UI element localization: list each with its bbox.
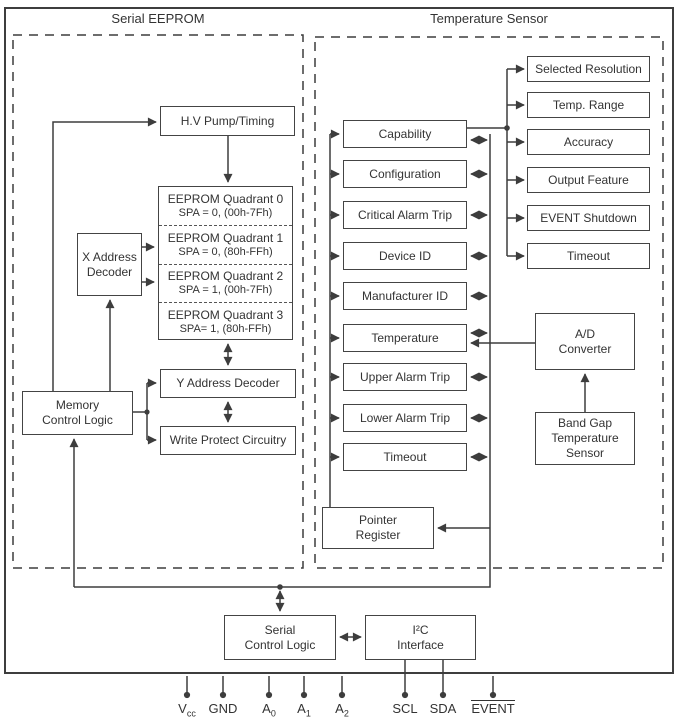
block-feature-accuracy: [527, 129, 650, 155]
block-feature-timeout: [527, 243, 650, 269]
pin-base: SCL: [392, 701, 418, 716]
block-eeprom-quadrants: [158, 186, 293, 340]
block-register-configuration: [343, 160, 467, 188]
quadrant-spa: SPA = 1, (00h-7Fh): [178, 284, 273, 297]
junction-dot: [277, 584, 283, 590]
block-register-lower-alarm-trip: [343, 404, 467, 432]
block-hv-pump-timing: [160, 106, 295, 136]
block-register-critical-alarm-trip: [343, 201, 467, 229]
pin-dot-a0: [266, 692, 272, 698]
block-register-manufacturer-id: [343, 282, 467, 310]
quadrant-name: EEPROM Quadrant 1: [167, 231, 284, 246]
pin-base: SDA: [429, 701, 457, 716]
temperature-sensor-title: Temperature Sensor: [430, 11, 548, 26]
block-ad-converter: [535, 313, 635, 370]
block-label-line1: I²C: [412, 622, 429, 637]
register-label: Temperature: [371, 330, 439, 345]
register-label: Timeout: [383, 449, 427, 464]
block-label-line2: Control Logic: [244, 637, 316, 652]
pin-base: V: [178, 701, 187, 716]
block-x-address-decoder: [77, 233, 142, 296]
block-feature-temp-range: [527, 92, 650, 118]
feature-label: Timeout: [567, 248, 610, 263]
pin-dot-a1: [301, 692, 307, 698]
block-feature-selected-resolution: [527, 56, 650, 82]
feature-label: Output Feature: [548, 172, 629, 187]
pin-base: A: [335, 701, 344, 716]
pin-sub: cc: [186, 708, 196, 719]
block-label-line2: Control Logic: [42, 413, 113, 427]
block-i2c-interface: [365, 615, 476, 660]
quadrant-spa: SPA = 0, (00h-7Fh): [178, 207, 273, 220]
pin-dot-gnd: [220, 692, 226, 698]
block-label-line2: Temperature: [551, 431, 619, 445]
block-write-protect-circuitry: [160, 426, 296, 455]
register-label: Upper Alarm Trip: [359, 369, 451, 384]
register-label: Manufacturer ID: [361, 288, 449, 303]
junction-dot: [504, 125, 510, 131]
block-label-line2: Interface: [397, 637, 444, 652]
pin-label-event: [458, 701, 528, 716]
block-label-line3: Sensor: [565, 446, 605, 460]
pin-sub: 1: [305, 708, 311, 719]
register-label: Capability: [378, 126, 432, 141]
pin-base: A: [262, 701, 271, 716]
pin-dot-sda: [440, 692, 446, 698]
quadrant-spa: SPA= 1, (80h-FFh): [179, 322, 272, 335]
block-y-address-decoder: [160, 369, 296, 398]
pin-base: EVENT: [471, 701, 515, 716]
junction-dot: [144, 409, 149, 414]
serial-eeprom-title: Serial EEPROM: [111, 11, 205, 26]
quadrant-name: EEPROM Quadrant 0: [167, 192, 284, 207]
block-label-line1: Pointer: [358, 513, 398, 527]
quadrant-spa: SPA = 0, (80h-FFh): [178, 246, 273, 259]
block-label-line2: Register: [355, 528, 401, 542]
block-register-capability: [343, 120, 467, 148]
block-pointer-register: [322, 507, 434, 549]
quadrant-name: EEPROM Quadrant 3: [167, 307, 284, 322]
quadrant-1: [159, 225, 292, 263]
register-label: Configuration: [369, 166, 441, 181]
pin-base: A: [297, 701, 306, 716]
block-label: H.V Pump/Timing: [180, 113, 275, 128]
block-label: Y Address Decoder: [176, 376, 280, 390]
pin-label-a2: [307, 701, 377, 719]
register-label: Critical Alarm Trip: [357, 207, 452, 222]
arrow-lines: [53, 69, 585, 637]
block-label-line1: Serial: [264, 622, 296, 637]
block-serial-control-logic: [224, 615, 336, 660]
feature-label: EVENT Shutdown: [540, 210, 637, 225]
pin-base: GND: [208, 701, 238, 716]
block-label-line2: Converter: [558, 341, 612, 356]
pin-dot-scl: [402, 692, 408, 698]
block-band-gap-temperature-sensor: [535, 412, 635, 465]
block-label-line1: Memory: [55, 398, 100, 412]
block-label-line1: X Address: [82, 249, 137, 264]
quadrant-2: [159, 264, 292, 302]
block-memory-control-logic: [22, 391, 133, 435]
block-register-temperature: [343, 324, 467, 352]
block-label-line1: Band Gap: [557, 416, 613, 430]
pin-dot-vcc: [184, 692, 190, 698]
quadrant-3: [159, 302, 292, 340]
block-register-upper-alarm-trip: [343, 363, 467, 391]
block-feature-event-shutdown: [527, 205, 650, 231]
quadrant-0: [159, 187, 292, 225]
block-label-line2: Decoder: [86, 264, 133, 279]
block-register-timeout: [343, 443, 467, 471]
feature-label: Selected Resolution: [535, 61, 642, 76]
block-label: Write Protect Circuitry: [169, 433, 287, 447]
block-label-line1: A/D: [574, 326, 595, 341]
pin-sub: 0: [270, 708, 276, 719]
block-register-device-id: [343, 242, 467, 270]
register-label: Lower Alarm Trip: [359, 410, 451, 425]
feature-label: Accuracy: [563, 134, 614, 149]
pin-dot-a2: [339, 692, 345, 698]
register-label: Device ID: [378, 248, 431, 263]
pin-sub: 2: [343, 708, 349, 719]
pin-dot-event: [490, 692, 496, 698]
feature-label: Temp. Range: [552, 97, 625, 112]
quadrant-name: EEPROM Quadrant 2: [167, 269, 284, 284]
block-feature-output-feature: [527, 167, 650, 193]
